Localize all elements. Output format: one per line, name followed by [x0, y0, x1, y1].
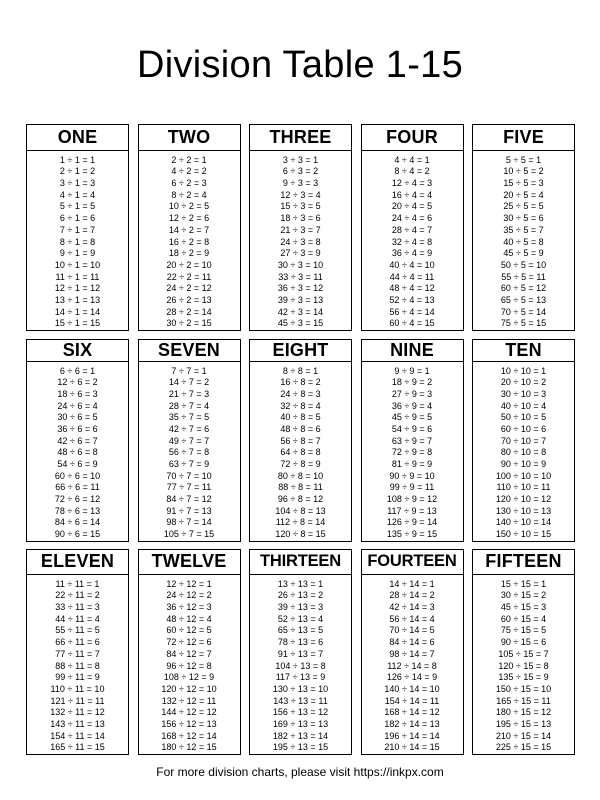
table-row: 156 ÷ 13 = 12 [272, 707, 329, 718]
table-row: 65 ÷ 13 = 5 [277, 625, 324, 636]
table-row: 56 ÷ 14 = 4 [389, 613, 435, 624]
table-heading: FIVE [473, 125, 574, 151]
table-row: 16 ÷ 2 = 8 [168, 236, 210, 247]
table-row: 105 ÷ 15 = 7 [498, 648, 549, 659]
table-row: 36 ÷ 4 = 9 [391, 248, 433, 259]
table-row: 140 ÷ 10 = 14 [495, 517, 552, 528]
table-row: 42 ÷ 7 = 6 [168, 423, 210, 434]
table-heading: SEVEN [139, 340, 240, 362]
table-row: 24 ÷ 4 = 6 [391, 213, 433, 224]
table-row: 6 ÷ 6 = 1 [59, 365, 96, 376]
table-row: 154 ÷ 11 = 14 [50, 730, 105, 741]
table-row: 5 ÷ 5 = 1 [505, 154, 542, 165]
table-heading: TWO [139, 125, 240, 151]
table-row: 70 ÷ 5 = 14 [500, 306, 547, 317]
table-row: 1 ÷ 1 = 1 [59, 154, 96, 165]
table-row: 15 ÷ 5 = 3 [503, 178, 544, 189]
table-row: 20 ÷ 2 = 10 [166, 259, 212, 270]
table-rows [139, 151, 240, 330]
table-row: 77 ÷ 11 = 7 [55, 648, 100, 659]
table-row: 120 ÷ 15 = 8 [498, 660, 549, 671]
table-row: 15 ÷ 15 = 1 [500, 578, 547, 589]
table-row: 13 ÷ 13 = 1 [277, 578, 324, 589]
table-row: 20 ÷ 10 = 2 [500, 377, 547, 388]
table-row: 21 ÷ 3 = 7 [280, 224, 321, 235]
table-row: 56 ÷ 7 = 8 [168, 447, 210, 458]
table-rows [27, 151, 128, 330]
table-row: 12 ÷ 6 = 2 [57, 377, 98, 388]
table-row: 24 ÷ 12 = 2 [166, 590, 212, 601]
table-row: 24 ÷ 2 = 12 [166, 283, 212, 294]
table-row: 18 ÷ 2 = 9 [168, 248, 210, 259]
table-rows [473, 575, 574, 754]
table-row: 30 ÷ 10 = 3 [500, 388, 547, 399]
table-row: 55 ÷ 5 = 11 [501, 271, 546, 282]
table-row: 195 ÷ 15 = 13 [495, 718, 552, 729]
division-table-grid [26, 124, 575, 755]
table-fourteen [361, 549, 464, 755]
table-row: 12 ÷ 2 = 6 [168, 213, 210, 224]
table-row: 10 ÷ 2 = 5 [168, 201, 210, 212]
table-rows [473, 151, 574, 330]
table-row: 24 ÷ 6 = 4 [57, 400, 98, 411]
table-row: 20 ÷ 5 = 4 [503, 189, 544, 200]
table-row: 84 ÷ 7 = 12 [166, 494, 212, 505]
table-row: 80 ÷ 10 = 8 [500, 447, 547, 458]
table-row: 180 ÷ 12 = 15 [161, 742, 217, 753]
table-eleven [26, 549, 129, 755]
table-row: 91 ÷ 13 = 7 [277, 648, 324, 659]
table-row: 12 ÷ 4 = 3 [391, 178, 433, 189]
table-rows [362, 151, 463, 330]
table-row: 52 ÷ 4 = 13 [389, 294, 435, 305]
table-row: 210 ÷ 14 = 15 [384, 742, 440, 753]
table-row: 90 ÷ 15 = 6 [500, 637, 547, 648]
table-row: 90 ÷ 10 = 9 [500, 459, 547, 469]
table-row: 56 ÷ 4 = 14 [389, 306, 435, 317]
table-three [249, 124, 352, 331]
table-thirteen [249, 549, 352, 755]
table-nine [361, 339, 464, 542]
table-rows [139, 362, 240, 541]
table-row: 7 ÷ 7 = 1 [171, 365, 207, 376]
table-row: 5 ÷ 1 = 5 [59, 201, 96, 212]
table-row: 8 ÷ 4 = 2 [394, 166, 430, 177]
table-row: 88 ÷ 8 = 11 [278, 482, 323, 493]
table-row: 78 ÷ 6 = 13 [54, 505, 101, 516]
table-row: 130 ÷ 13 = 10 [272, 683, 329, 694]
table-row: 35 ÷ 5 = 7 [503, 224, 544, 235]
table-six [26, 339, 129, 542]
table-row: 40 ÷ 4 = 10 [389, 259, 435, 270]
table-row: 10 ÷ 10 = 1 [500, 365, 547, 376]
table-row: 25 ÷ 5 = 5 [503, 201, 544, 212]
table-row: 66 ÷ 11 = 6 [55, 637, 100, 648]
table-row: 104 ÷ 13 = 8 [275, 660, 326, 671]
table-four [361, 124, 464, 331]
table-row: 168 ÷ 12 = 14 [161, 730, 217, 741]
table-row: 63 ÷ 7 = 9 [168, 459, 210, 469]
table-row: 12 ÷ 1 = 12 [54, 283, 101, 294]
footer-note: For more division charts, please visit https://inkpx.com [156, 765, 444, 779]
table-row: 165 ÷ 15 = 11 [496, 695, 551, 706]
table-row: 195 ÷ 13 = 15 [272, 742, 329, 753]
table-row: 96 ÷ 12 = 8 [166, 660, 212, 671]
table-row: 18 ÷ 9 = 2 [391, 377, 433, 388]
table-row: 52 ÷ 13 = 4 [277, 613, 324, 624]
table-row: 50 ÷ 10 = 5 [500, 412, 547, 423]
table-row: 13 ÷ 1 = 13 [54, 294, 101, 305]
table-row: 10 ÷ 5 = 2 [503, 166, 544, 177]
table-row: 33 ÷ 11 = 3 [55, 602, 100, 613]
table-row: 40 ÷ 8 = 5 [280, 412, 321, 423]
table-row: 6 ÷ 2 = 3 [171, 178, 207, 189]
table-row: 4 ÷ 1 = 4 [59, 189, 96, 200]
table-row: 14 ÷ 7 = 2 [168, 377, 210, 388]
table-row: 16 ÷ 8 = 2 [280, 377, 321, 388]
table-rows [250, 151, 351, 330]
table-row: 84 ÷ 14 = 6 [389, 637, 435, 648]
table-row: 40 ÷ 10 = 4 [500, 400, 547, 411]
table-row: 36 ÷ 9 = 4 [391, 400, 433, 411]
table-row: 12 ÷ 12 = 1 [166, 578, 212, 589]
table-row: 165 ÷ 11 = 15 [50, 742, 105, 753]
table-row: 88 ÷ 11 = 8 [55, 660, 100, 671]
table-row: 110 ÷ 10 = 11 [496, 482, 551, 493]
table-rows [250, 575, 351, 754]
table-row: 54 ÷ 9 = 6 [391, 423, 433, 434]
table-row: 36 ÷ 6 = 6 [57, 423, 98, 434]
table-seven [138, 339, 241, 542]
table-row: 65 ÷ 5 = 13 [500, 294, 547, 305]
table-row: 9 ÷ 3 = 3 [282, 178, 319, 189]
table-row: 6 ÷ 3 = 2 [282, 166, 319, 177]
table-row: 99 ÷ 11 = 9 [55, 672, 100, 683]
table-fifteen [472, 549, 575, 755]
table-row: 14 ÷ 2 = 7 [168, 224, 210, 235]
table-row: 21 ÷ 7 = 3 [168, 388, 210, 399]
table-row: 9 ÷ 1 = 9 [59, 248, 96, 259]
table-row: 98 ÷ 7 = 14 [166, 517, 212, 528]
table-row: 18 ÷ 6 = 3 [57, 388, 98, 399]
table-row: 96 ÷ 8 = 12 [277, 494, 324, 505]
table-row: 55 ÷ 11 = 5 [55, 625, 100, 636]
table-row: 72 ÷ 6 = 12 [54, 494, 101, 505]
table-row: 84 ÷ 6 = 14 [54, 517, 101, 528]
table-row: 56 ÷ 8 = 7 [280, 435, 321, 446]
table-row: 72 ÷ 9 = 8 [391, 447, 433, 458]
table-row: 60 ÷ 6 = 10 [54, 470, 101, 481]
table-row: 8 ÷ 1 = 8 [59, 236, 96, 247]
table-row: 11 ÷ 11 = 1 [55, 578, 100, 589]
table-row: 108 ÷ 9 = 12 [386, 494, 438, 505]
table-row: 98 ÷ 14 = 7 [389, 648, 435, 659]
table-row: 60 ÷ 15 = 4 [500, 613, 547, 624]
table-row: 8 ÷ 8 = 1 [282, 365, 319, 376]
table-row: 120 ÷ 12 = 10 [161, 683, 217, 694]
table-row: 14 ÷ 14 = 1 [389, 578, 435, 589]
table-row: 90 ÷ 6 = 15 [54, 529, 101, 540]
table-row: 45 ÷ 15 = 3 [500, 602, 547, 613]
table-row: 9 ÷ 9 = 1 [394, 365, 430, 376]
table-rows [27, 575, 128, 754]
table-row: 15 ÷ 3 = 5 [280, 201, 321, 212]
table-row: 75 ÷ 15 = 5 [500, 625, 547, 636]
table-row: 104 ÷ 8 = 13 [275, 505, 326, 516]
table-row: 39 ÷ 13 = 3 [277, 602, 324, 613]
table-row: 70 ÷ 14 = 5 [389, 625, 435, 636]
table-row: 169 ÷ 13 = 13 [272, 718, 329, 729]
table-row: 39 ÷ 3 = 13 [277, 294, 324, 305]
table-row: 90 ÷ 9 = 10 [389, 470, 435, 481]
table-row: 3 ÷ 1 = 3 [59, 178, 96, 189]
table-row: 4 ÷ 4 = 1 [394, 154, 430, 165]
table-row: 2 ÷ 1 = 2 [59, 166, 96, 177]
table-row: 66 ÷ 6 = 11 [55, 482, 100, 493]
table-row: 126 ÷ 9 = 14 [386, 517, 438, 528]
table-row: 28 ÷ 7 = 4 [168, 400, 210, 411]
table-row: 44 ÷ 11 = 4 [55, 613, 100, 624]
table-row: 117 ÷ 13 = 9 [275, 672, 326, 683]
table-row: 22 ÷ 11 = 2 [55, 590, 100, 601]
table-row: 45 ÷ 3 = 15 [277, 318, 324, 329]
table-row: 144 ÷ 12 = 12 [161, 707, 217, 718]
table-two [138, 124, 241, 331]
table-row: 112 ÷ 14 = 8 [387, 660, 437, 671]
table-row: 4 ÷ 2 = 2 [171, 166, 207, 177]
table-heading: FOUR [362, 125, 463, 151]
table-row: 91 ÷ 7 = 13 [166, 505, 212, 516]
table-row: 80 ÷ 8 = 10 [277, 470, 324, 481]
table-row: 7 ÷ 1 = 7 [59, 224, 96, 235]
table-row: 24 ÷ 8 = 3 [280, 388, 321, 399]
table-row: 130 ÷ 10 = 13 [495, 505, 552, 516]
table-row: 27 ÷ 9 = 3 [391, 388, 433, 399]
table-row: 168 ÷ 14 = 12 [384, 707, 440, 718]
table-row: 81 ÷ 9 = 9 [391, 459, 433, 469]
table-heading: TEN [473, 340, 574, 362]
table-row: 36 ÷ 3 = 12 [277, 283, 324, 294]
table-row: 40 ÷ 5 = 8 [503, 236, 544, 247]
table-heading: FOURTEEN [362, 550, 463, 575]
table-row: 16 ÷ 4 = 4 [391, 189, 433, 200]
table-heading: THREE [250, 125, 351, 151]
table-row: 50 ÷ 5 = 10 [500, 259, 547, 270]
table-row: 30 ÷ 3 = 10 [277, 259, 324, 270]
table-row: 60 ÷ 12 = 5 [166, 625, 212, 636]
table-row: 26 ÷ 2 = 13 [166, 294, 212, 305]
table-row: 100 ÷ 10 = 10 [495, 470, 552, 481]
table-row: 77 ÷ 7 = 11 [166, 482, 212, 493]
table-row: 75 ÷ 5 = 15 [500, 318, 547, 329]
table-row: 63 ÷ 9 = 7 [391, 435, 433, 446]
table-row: 27 ÷ 3 = 9 [280, 248, 321, 259]
table-row: 48 ÷ 12 = 4 [166, 613, 212, 624]
table-row: 60 ÷ 10 = 6 [500, 423, 547, 434]
table-row: 12 ÷ 3 = 4 [280, 189, 321, 200]
table-row: 24 ÷ 3 = 8 [280, 236, 321, 247]
table-row: 132 ÷ 12 = 11 [161, 695, 217, 706]
table-twelve [138, 549, 241, 755]
table-row: 44 ÷ 4 = 11 [389, 271, 435, 282]
table-rows [473, 362, 574, 541]
table-row: 78 ÷ 13 = 6 [277, 637, 324, 648]
table-row: 11 ÷ 1 = 11 [55, 271, 100, 282]
table-row: 120 ÷ 10 = 12 [495, 494, 552, 505]
table-row: 54 ÷ 6 = 9 [57, 459, 98, 469]
table-row: 33 ÷ 3 = 11 [278, 271, 323, 282]
table-row: 182 ÷ 14 = 13 [384, 718, 440, 729]
table-row: 132 ÷ 11 = 12 [50, 707, 105, 718]
table-row: 3 ÷ 3 = 1 [282, 154, 319, 165]
table-heading: SIX [27, 340, 128, 362]
table-row: 14 ÷ 1 = 14 [54, 306, 101, 317]
table-row: 72 ÷ 8 = 9 [280, 459, 321, 469]
table-row: 196 ÷ 14 = 14 [384, 730, 440, 741]
table-heading: ONE [27, 125, 128, 151]
table-row: 48 ÷ 6 = 8 [57, 447, 98, 458]
table-row: 28 ÷ 2 = 14 [166, 306, 212, 317]
table-row: 121 ÷ 11 = 11 [50, 695, 105, 706]
table-row: 210 ÷ 15 = 14 [495, 730, 552, 741]
table-row: 64 ÷ 8 = 8 [280, 447, 321, 458]
table-row: 36 ÷ 12 = 3 [166, 602, 212, 613]
table-row: 182 ÷ 13 = 14 [272, 730, 329, 741]
table-row: 35 ÷ 7 = 5 [168, 412, 210, 423]
table-rows [27, 362, 128, 541]
table-row: 30 ÷ 5 = 6 [503, 213, 544, 224]
table-row: 48 ÷ 8 = 6 [280, 423, 321, 434]
table-row: 8 ÷ 2 = 4 [171, 189, 207, 200]
table-heading: FIFTEEN [473, 550, 574, 575]
table-row: 112 ÷ 8 = 14 [275, 517, 326, 528]
table-rows [362, 362, 463, 541]
table-row: 70 ÷ 10 = 7 [500, 435, 547, 446]
table-row: 143 ÷ 11 = 13 [50, 718, 105, 729]
table-heading: TWELVE [139, 550, 240, 575]
table-row: 45 ÷ 5 = 9 [503, 248, 544, 259]
table-rows [250, 362, 351, 541]
table-row: 30 ÷ 15 = 2 [500, 590, 547, 601]
table-row: 42 ÷ 6 = 7 [57, 435, 98, 446]
table-row: 72 ÷ 12 = 6 [166, 637, 212, 648]
table-row: 28 ÷ 4 = 7 [391, 224, 433, 235]
table-row: 225 ÷ 15 = 15 [495, 742, 552, 753]
table-row: 117 ÷ 9 = 13 [387, 505, 437, 516]
table-row: 156 ÷ 12 = 13 [161, 718, 217, 729]
table-row: 15 ÷ 1 = 15 [54, 318, 101, 329]
table-row: 32 ÷ 8 = 4 [280, 400, 321, 411]
table-row: 135 ÷ 15 = 9 [498, 672, 549, 683]
table-row: 10 ÷ 1 = 10 [54, 259, 101, 270]
table-ten [472, 339, 575, 542]
table-five [472, 124, 575, 331]
table-row: 180 ÷ 15 = 12 [495, 707, 552, 718]
table-row: 126 ÷ 14 = 9 [386, 672, 438, 683]
table-eight [249, 339, 352, 542]
table-row: 45 ÷ 9 = 5 [391, 412, 433, 423]
page-title: Division Table 1-15 [136, 44, 464, 86]
table-heading: ELEVEN [27, 550, 128, 575]
table-row: 49 ÷ 7 = 7 [168, 435, 210, 446]
table-row: 105 ÷ 7 = 15 [163, 529, 215, 540]
table-row: 28 ÷ 14 = 2 [389, 590, 435, 601]
table-row: 135 ÷ 9 = 15 [386, 529, 438, 540]
table-row: 32 ÷ 4 = 8 [391, 236, 433, 247]
table-row: 42 ÷ 3 = 14 [277, 306, 324, 317]
table-row: 18 ÷ 3 = 6 [280, 213, 321, 224]
table-row: 150 ÷ 10 = 15 [495, 529, 552, 540]
table-row: 99 ÷ 9 = 11 [389, 482, 435, 493]
table-row: 143 ÷ 13 = 11 [273, 695, 328, 706]
table-row: 84 ÷ 12 = 7 [166, 648, 212, 659]
table-row: 6 ÷ 1 = 6 [59, 213, 96, 224]
table-row: 108 ÷ 12 = 9 [163, 672, 215, 683]
table-row: 140 ÷ 14 = 10 [384, 683, 440, 694]
table-row: 20 ÷ 4 = 5 [391, 201, 433, 212]
table-heading: NINE [362, 340, 463, 362]
table-row: 2 ÷ 2 = 1 [171, 154, 207, 165]
table-row: 42 ÷ 14 = 3 [389, 602, 435, 613]
table-row: 26 ÷ 13 = 2 [277, 590, 324, 601]
table-row: 154 ÷ 14 = 11 [384, 695, 440, 706]
table-row: 22 ÷ 2 = 11 [166, 271, 212, 282]
table-row: 60 ÷ 4 = 15 [389, 318, 435, 329]
table-row: 48 ÷ 4 = 12 [389, 283, 435, 294]
table-row: 30 ÷ 6 = 5 [57, 412, 98, 423]
table-rows [139, 575, 240, 754]
table-rows [362, 575, 463, 754]
table-heading: EIGHT [250, 340, 351, 362]
table-row: 110 ÷ 11 = 10 [50, 683, 105, 694]
table-one [26, 124, 129, 331]
table-row: 150 ÷ 15 = 10 [495, 683, 552, 694]
table-heading: THIRTEEN [250, 550, 351, 575]
table-row: 30 ÷ 2 = 15 [166, 318, 212, 329]
table-row: 70 ÷ 7 = 10 [166, 470, 212, 481]
table-row: 120 ÷ 8 = 15 [275, 529, 326, 540]
table-row: 60 ÷ 5 = 12 [500, 283, 547, 294]
